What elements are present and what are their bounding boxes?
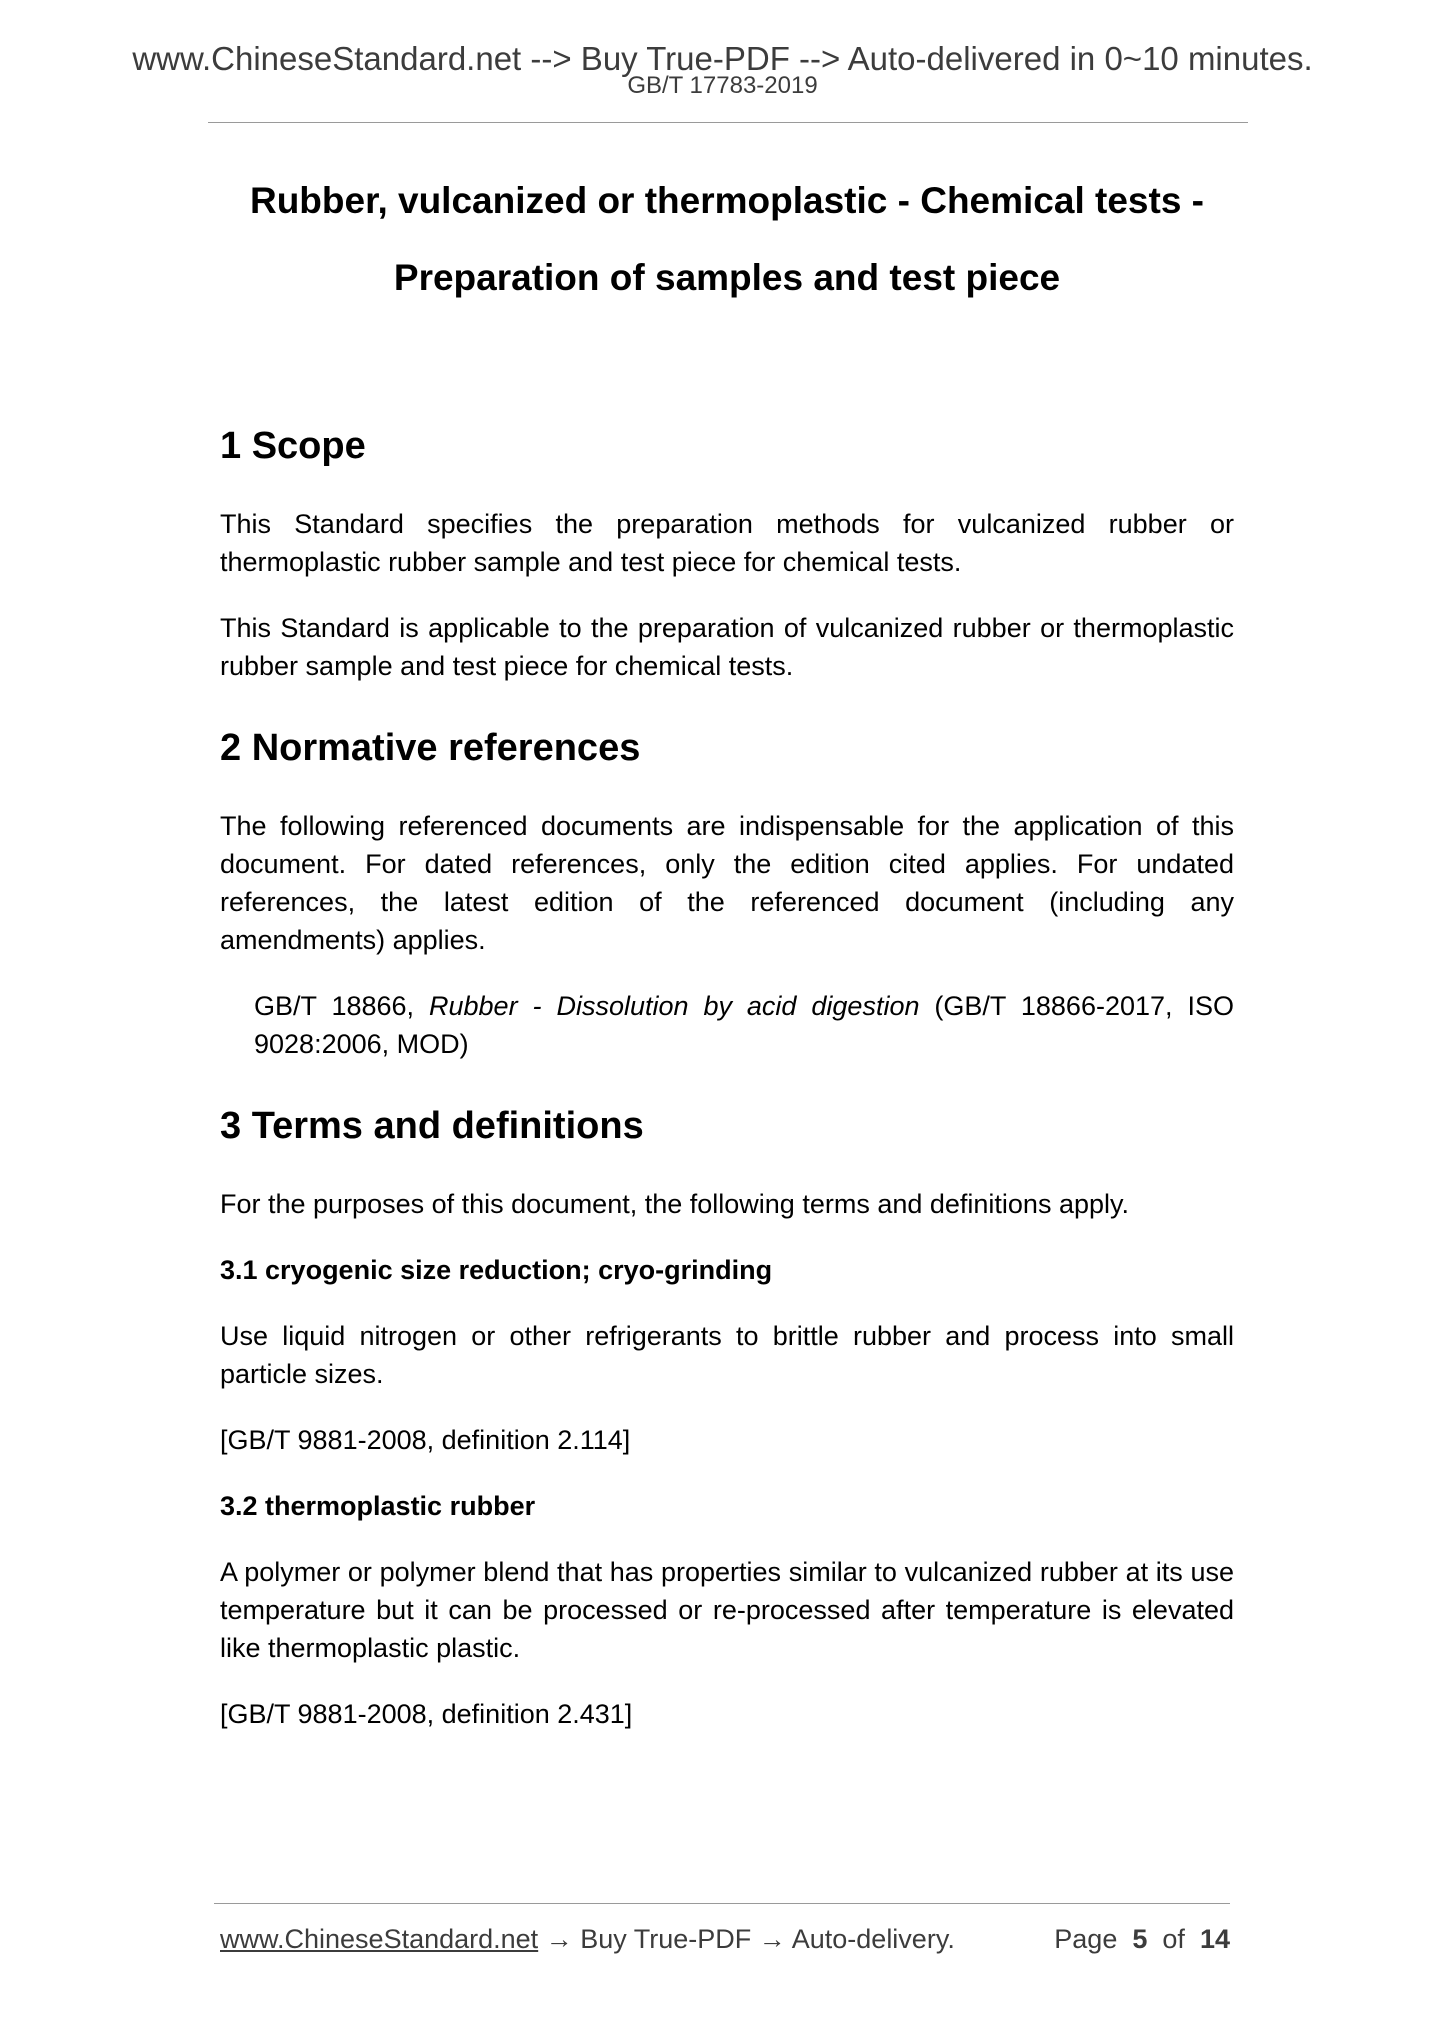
page-total: 14 [1199,1924,1230,1954]
reference-code: GB/T 18866, [254,991,429,1021]
page-label: Page [1054,1924,1118,1954]
page-footer [220,1922,1230,1956]
standard-code: GB/T 17783-2019 [627,72,818,99]
document-title [220,162,1234,316]
title-line-2: Preparation of samples and test piece [393,257,1061,298]
term-3-1-heading: 3.1 cryogenic size reduction; cryo-grinding [220,1255,773,1285]
reference-edition: (GB/T 18866-2017, ISO 9028:2006, MOD) [254,991,1234,1059]
page-current: 5 [1132,1924,1148,1954]
term-3-2-heading: 3.2 thermoplastic rubber [220,1491,536,1521]
footer-site-link[interactable]: www.ChineseStandard.net [220,1924,539,1954]
header-divider [208,122,1248,123]
terms-intro: For the purposes of this document, the following terms and definitions apply. [220,1189,1129,1219]
footer-divider [214,1903,1230,1904]
normative-references-heading: 2 Normative references [220,727,641,769]
page-of-label: of [1162,1924,1185,1954]
term-3-1-definition: Use liquid nitrogen or other refrigerants to brittle rubber and process into small particle sizes. [220,1321,1234,1389]
term-3-1-source: [GB/T 9881-2008, definition 2.114] [220,1425,631,1455]
term-3-2-definition: A polymer or polymer blend that has properties similar to vulcanized rubber at its use temperature but it can be processed or re-processed after temperature is elevated like thermoplastic plastic. [220,1557,1234,1663]
term-3-2-source: [GB/T 9881-2008, definition 2.431] [220,1699,633,1729]
title-line-1: Rubber, vulcanized or thermoplastic - Chemical tests - [249,180,1204,221]
reference-entry [220,987,1234,1063]
site-banner: www.ChineseStandard.net --> Buy True-PDF --> Auto-delivered in 0~10 minutes. [132,40,1313,77]
footer-tagline: → Buy True-PDF → Auto-delivery. [538,1924,955,1954]
scope-heading: 1 Scope [220,425,366,467]
scope-paragraph-1: This Standard specifies the preparation methods for vulcanized rubber or thermoplastic rubber sample and test piece for chemical tests. [220,509,1234,577]
terms-definitions-heading: 3 Terms and definitions [220,1105,644,1147]
page-number [1054,1922,1230,1956]
reference-title: Rubber - Dissolution by acid digestion [429,991,920,1021]
scope-paragraph-2: This Standard is applicable to the preparation of vulcanized rubber or thermoplastic rubber sample and test piece for chemical tests. [220,613,1234,681]
normative-references-paragraph: The following referenced documents are indispensable for the application of this document. For dated references, only the edition cited applies. For undated references, the latest edition of the referenced document (including any amendments) applies. [220,811,1234,955]
document-body [220,162,1234,1733]
